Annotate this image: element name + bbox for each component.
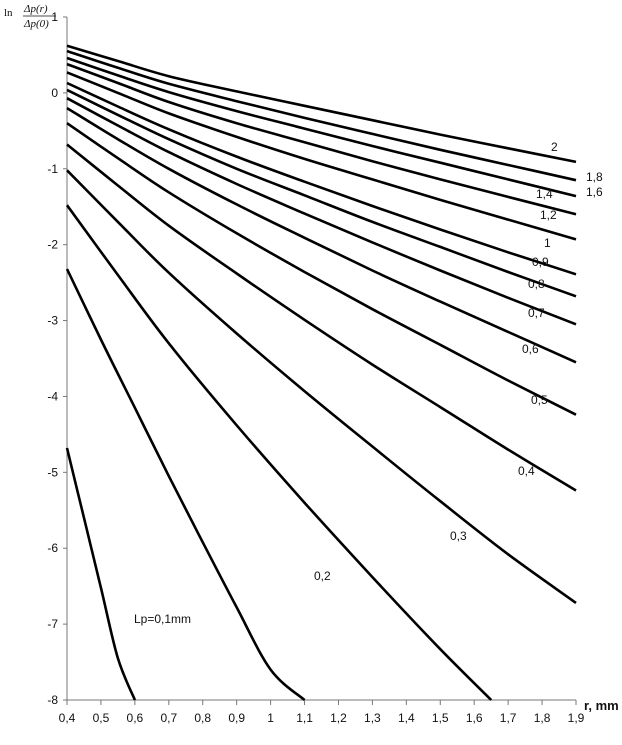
series-label-4: 1,2: [540, 208, 557, 222]
y-tick-label: -2: [47, 237, 58, 252]
series-label-7: 0,8: [528, 277, 545, 291]
x-tick-label: 1,5: [431, 711, 449, 725]
y-tick-label: 0: [51, 85, 58, 100]
y-tick-label: 1: [51, 10, 58, 24]
x-tick-label: 1,1: [296, 711, 313, 725]
x-tick-label: 1,2: [330, 711, 347, 725]
x-tick-label: 0,4: [58, 711, 76, 725]
y-tick-label: -3: [47, 313, 58, 328]
series-label-12: 0,3: [450, 529, 467, 543]
x-tick-label: 1: [267, 711, 274, 725]
x-axis-title: r, mm: [584, 698, 619, 713]
y-tick-label: -4: [47, 389, 58, 404]
x-tick-label: 1,4: [397, 711, 415, 725]
y-tick-label: -8: [47, 693, 58, 707]
series-line-11: [67, 170, 576, 603]
x-tick-label: 1,9: [567, 711, 585, 725]
series-label-10: 0,5: [531, 393, 548, 407]
axes: [47, 10, 584, 725]
y-tick-label: -6: [47, 541, 58, 556]
x-tick-label: 0,5: [92, 711, 110, 725]
series-line-12: [67, 205, 491, 700]
series-label-3: 1,4: [536, 187, 553, 201]
y-axis-label-denominator: Δp(0): [24, 18, 49, 30]
x-tick-label: 0,8: [194, 711, 212, 725]
series-label-11: 0,4: [518, 464, 535, 478]
series-label-14: Lp=0,1mm: [134, 612, 192, 626]
x-tick-label: 1,8: [533, 711, 551, 725]
series-label-8: 0,7: [528, 306, 545, 320]
series-line-14: [67, 448, 135, 700]
x-tick-label: 1,7: [499, 711, 517, 725]
x-tick-label: 0,7: [160, 711, 178, 725]
series-label-5: 1: [544, 236, 551, 250]
series-label-2: 1,6: [586, 185, 603, 199]
y-tick-label: -1: [47, 161, 58, 176]
series-label-9: 0,6: [522, 342, 539, 356]
series-label-6: 0,9: [532, 255, 549, 269]
series-line-10: [67, 145, 576, 491]
series-line-4: [67, 72, 576, 239]
y-axis-label: [4, 3, 56, 30]
x-tick-label: 0,9: [228, 711, 246, 725]
x-tick-label: 0,6: [126, 711, 144, 725]
curves: [67, 46, 576, 700]
series-label-0: 2: [551, 140, 558, 154]
series-label-13: 0,2: [314, 569, 331, 583]
y-axis-label-prefix: ln: [4, 7, 13, 19]
x-tick-label: 1,3: [364, 711, 381, 725]
y-tick-label: -5: [47, 465, 58, 480]
y-tick-label: -7: [47, 617, 58, 632]
series-line-1: [67, 51, 576, 180]
x-tick-label: 1,6: [465, 711, 483, 725]
y-axis-label-numerator: Δp(r): [24, 3, 48, 15]
series-line-13: [67, 269, 305, 700]
series-label-1: 1,8: [586, 170, 603, 184]
